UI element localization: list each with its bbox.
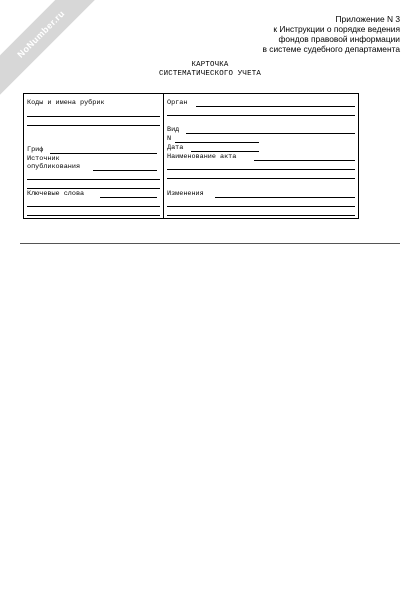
organ-line bbox=[196, 106, 355, 107]
number-line bbox=[175, 142, 259, 143]
source-line bbox=[93, 170, 157, 171]
appendix-line: в системе судебного департамента bbox=[262, 44, 400, 54]
codes-label: Коды и имена рубрик bbox=[27, 99, 105, 107]
keywords-line bbox=[100, 197, 157, 198]
changes-line bbox=[215, 197, 355, 198]
keywords-line bbox=[27, 206, 160, 207]
keywords-line bbox=[27, 215, 160, 216]
date-label: Дата bbox=[167, 144, 184, 152]
organ-line bbox=[167, 115, 355, 116]
act-name-line bbox=[254, 160, 355, 161]
appendix-line: Приложение N 3 bbox=[335, 14, 400, 24]
number-label: N bbox=[167, 135, 172, 143]
card-title: КАРТОЧКА bbox=[191, 61, 229, 69]
codes-line bbox=[27, 125, 160, 126]
date-line bbox=[191, 151, 259, 152]
keywords-label: Ключевые слова bbox=[27, 190, 85, 198]
grif-line bbox=[50, 153, 157, 154]
act-name-line bbox=[167, 169, 355, 170]
source-line bbox=[27, 179, 160, 180]
act-name-label: Наименование акта bbox=[167, 153, 237, 161]
vid-line bbox=[186, 133, 355, 134]
watermark-ribbon bbox=[0, 0, 104, 97]
act-name-line bbox=[167, 178, 355, 179]
appendix-line: фондов правовой информации bbox=[278, 34, 400, 44]
changes-label: Изменения bbox=[167, 190, 204, 198]
source-label: Источник bbox=[27, 155, 60, 163]
appendix-line: к Инструкции о порядке ведения bbox=[273, 24, 400, 34]
page-divider bbox=[20, 243, 400, 244]
changes-line bbox=[167, 215, 355, 216]
watermark-text: NoNumber.ru bbox=[15, 8, 67, 60]
vid-label: Вид bbox=[167, 126, 180, 134]
registration-card bbox=[23, 93, 359, 219]
column-divider bbox=[163, 94, 164, 218]
source-label: опубликования bbox=[27, 163, 81, 171]
changes-line bbox=[167, 206, 355, 207]
grif-label: Гриф bbox=[27, 146, 44, 154]
codes-line bbox=[27, 116, 160, 117]
organ-label: Орган bbox=[167, 99, 188, 107]
card-subtitle: СИСТЕМАТИЧЕСКОГО УЧЕТА bbox=[159, 70, 261, 78]
source-line bbox=[27, 188, 160, 189]
appendix-header bbox=[210, 14, 400, 54]
